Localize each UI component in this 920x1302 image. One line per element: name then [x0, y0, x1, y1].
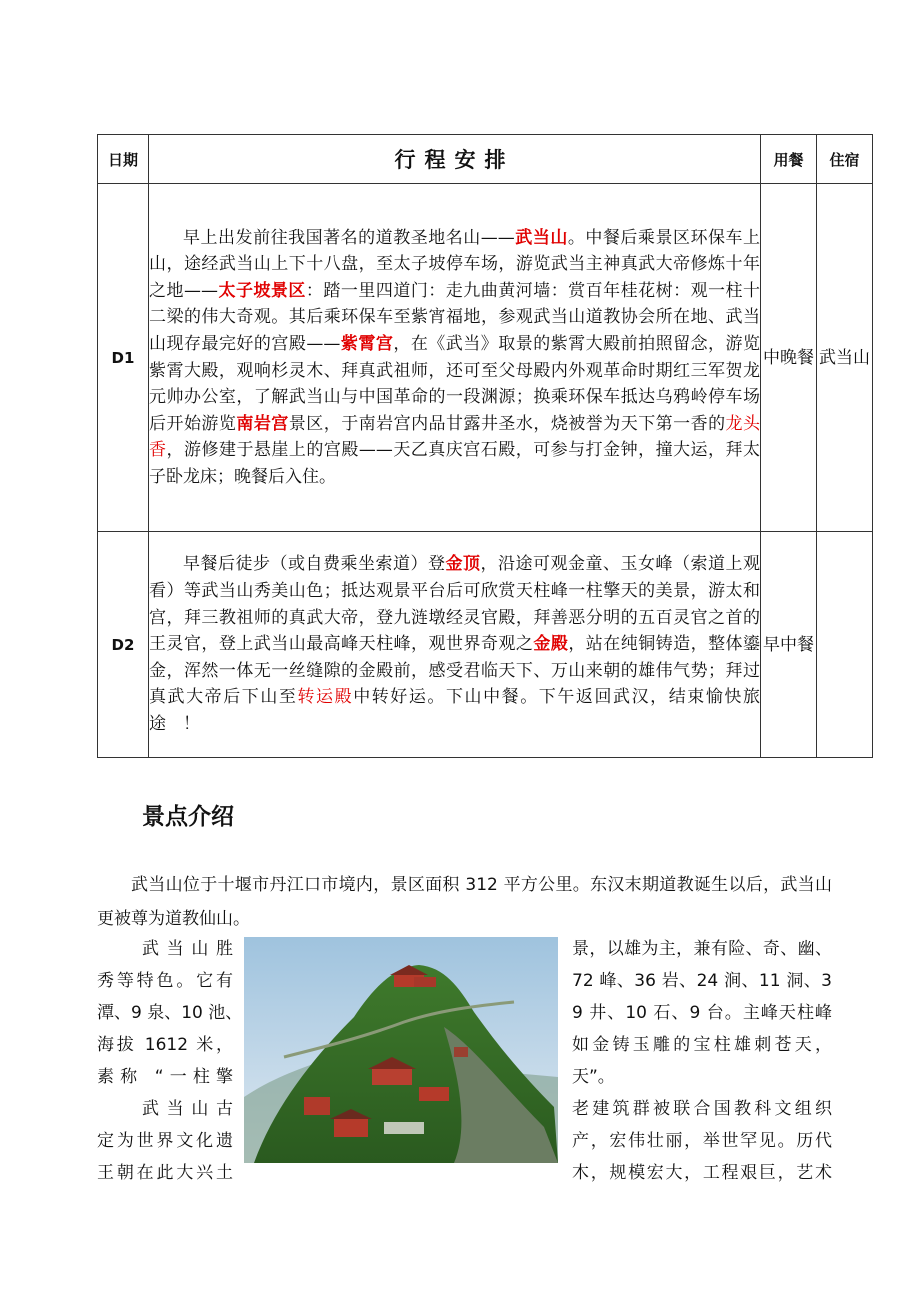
description-segment: ，站在纯铜铸造，整体鎏金，浑然一体无一丝缝隙的金殿前，感受君临天下、万山来朝的雄伟气势；拜过真武大帝后下山至 — [149, 634, 761, 708]
table-row — [98, 532, 873, 758]
description-segment: 早餐后徒步（或自费乘坐索道）登 — [183, 554, 446, 575]
header-itinerary: 行程安排 — [149, 135, 761, 184]
highlight-place-name: 太子坡景区 — [217, 280, 306, 301]
text-line: 9 井、10 石、9 台。主峰天柱峰 — [572, 1003, 832, 1023]
intro-paragraph: 武当山位于十堰市丹江口市境内，景区面积 312 平方公里。东汉末期道教诞生以后，武当山更被尊为道教仙山。 — [97, 875, 832, 929]
highlight-place-name: 转运殿 — [297, 687, 354, 708]
right-text-column — [572, 933, 832, 1189]
text-line: 产，宏伟壮丽，举世罕见。历代 — [572, 1131, 832, 1151]
text-line: 王朝在此大兴土 — [97, 1163, 233, 1183]
highlight-place-name: 武当山 — [514, 227, 568, 248]
highlight-place-name: 金顶 — [445, 554, 481, 575]
section-title: 景点介绍 — [142, 804, 234, 830]
text-line: 海拔 1612 米， — [97, 1035, 233, 1055]
text-line: 景，以雄为主，兼有险、奇、幽、 — [572, 939, 832, 959]
text-line: 素称 “一柱擎 — [97, 1067, 233, 1087]
day-label: D2 — [98, 532, 149, 758]
lodging-cell — [817, 532, 873, 758]
highlight-place-name: 金殿 — [533, 634, 569, 655]
text-line: 定为世界文化遗 — [97, 1131, 233, 1151]
text-line: 天”。 — [572, 1067, 615, 1087]
header-date: 日期 — [98, 135, 149, 184]
highlight-place-name: 紫霄宫 — [340, 333, 394, 354]
day-label: D1 — [98, 184, 149, 532]
table-row — [98, 184, 873, 532]
description-text — [149, 551, 760, 737]
description-segment: 。中餐后乘景区环保车上山，途经武当山上下十八盘，至太子坡停车场，游览武当主神真武大帝修炼十年之地—— — [149, 227, 761, 301]
left-text-column — [97, 933, 243, 1189]
lodging-cell: 武当山 — [817, 184, 873, 532]
description-segment: ，沿途可观金童、玉女峰（索道上观看）等武当山秀美山色；抵达观景平台后可欣赏天柱峰一柱擎天的美景，游太和宫，拜三教祖师的真武大帝，登九涟墩经灵官殿，拜善恶分明的五百灵官之首的王灵官，登上武当山最高峰天柱峰，观世界奇观之 — [149, 554, 760, 655]
meals-cell: 中晚餐 — [761, 184, 817, 532]
text-line: 老建筑群被联合国教科文组织 — [572, 1099, 832, 1119]
text-line: 秀等特色。它有 — [97, 971, 233, 991]
itinerary-table — [97, 134, 873, 758]
text-line: 如金铸玉雕的宝柱雄刺苍天， — [572, 1035, 832, 1055]
text-line: 72 峰、36 岩、24 涧、11 洞、3 — [572, 971, 832, 991]
description-segment: 早上出发前往我国著名的道教圣地名山—— — [183, 227, 515, 248]
table-header-row — [98, 135, 873, 184]
text-line: 武当山古 — [142, 1099, 233, 1119]
description-segment: 景区，于南岩宫内品甘露井圣水，烧被誉为天下第一香的 — [288, 413, 726, 434]
mountain-temple-photo — [244, 937, 558, 1163]
day-description — [149, 184, 761, 532]
description-segment: ：踏一里四道门：走九曲黄河墙：赏百年桂花树：观一柱十二梁的伟大奇观。其后乘环保车至紫宵福地，参观武当山道教协会所在地、武当山现存最完好的宫殿—— — [149, 280, 761, 354]
header-lodging: 住宿 — [817, 135, 873, 184]
header-meals: 用餐 — [761, 135, 817, 184]
description-text — [149, 225, 760, 491]
text-line: 木，规模宏大，工程艰巨，艺术 — [572, 1163, 832, 1183]
text-line: 武当山胜 — [142, 939, 233, 959]
highlight-place-name: 龙头香 — [149, 413, 761, 461]
description-segment: ，在《武当》取景的紫霄大殿前拍照留念，游览紫霄大殿，观响杉灵木、拜真武祖师，还可至父母殿内外观革命时期红三军贺龙元帅办公室，了解武当山与中国革命的一段渊源；换乘环保车抵达乌鸦岭停车场后开始游览 — [149, 333, 761, 434]
meals-cell: 早中餐 — [761, 532, 817, 758]
description-segment: ，游修建于悬崖上的宫殿——天乙真庆宫石殿，可参与打金钟，撞大运，拜太子卧龙床；晚餐后入住。 — [149, 440, 761, 487]
text-line: 潭、9 泉、10 池、 — [97, 1003, 243, 1023]
description-segment: 中转好运。下山中餐。下午返回武汉，结束愉快旅途 ！ — [149, 687, 760, 734]
day-description — [149, 532, 761, 758]
highlight-place-name: 南岩宫 — [236, 413, 289, 434]
